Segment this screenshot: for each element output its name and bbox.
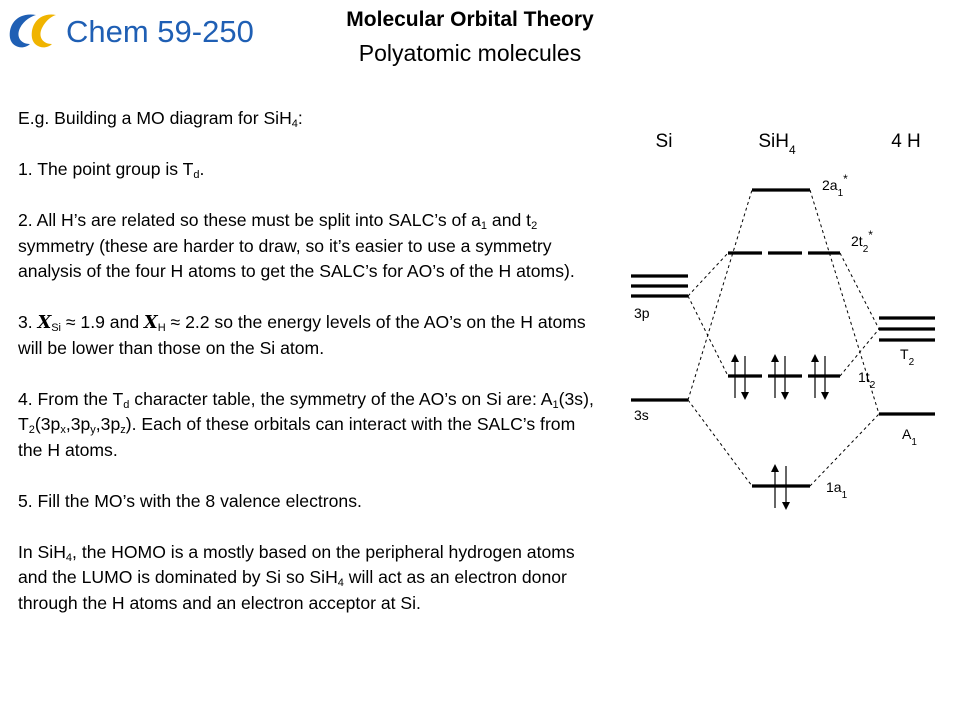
- label-1t2: $1t_2$: [858, 369, 876, 391]
- label-T2: $T_2$: [900, 346, 915, 368]
- electronegativity-symbol: X: [37, 312, 52, 333]
- si-column-label: Si: [655, 131, 673, 152]
- step-1-paragraph: 1. The point group is $T_d$.: [18, 159, 205, 181]
- label-2t2-star: $2t_2^*$: [851, 228, 873, 255]
- h-t2-levels: [879, 318, 935, 340]
- step-3-paragraph: 3. $X_{Si} \approx 1.9$ and $X_H \approx 2.2$ so the energy levels of the AO’s on the H atoms will be lower than those on the Si atom.: [18, 312, 586, 358]
- intro-paragraph: E.g. Building a MO diagram for SiH$_4$:: [18, 108, 303, 130]
- conclusion-paragraph: In SiH$_4$, the HOMO is a mostly based on the peripheral hydrogen atoms and the LUMO is dominated by Si so SiH$_4$ will act as an electron donor through the H atoms and an electron acceptor at Si.: [18, 541, 575, 613]
- body-text: [18, 106, 596, 642]
- step-4-paragraph: 4. From the $T_d$ character table, the symmetry of the AO’s on Si are: $A_1(3s)$, $T_2(3p_x,3p_y,3p_z)$. Each of these orbitals can interact with the SALC’s from the H atoms.: [18, 388, 594, 460]
- h-column-label: 4 H: [891, 131, 921, 152]
- electronegativity-symbol: X: [144, 312, 158, 333]
- step-2-paragraph: 2. All H’s are related so these must be split into SALC’s of $a_1$ and $t_2$ symmetry (these are harder to draw, so it’s easier to use a symmetry analysis of the four H atoms to get the SALC’s for AO’s of the H atoms).: [18, 210, 575, 281]
- mo-diagram: [600, 120, 960, 540]
- slide-title: Molecular Orbital Theory: [346, 8, 594, 31]
- slide-subtitle: Polyatomic molecules: [358, 40, 582, 66]
- label-3s: 3s: [634, 407, 649, 423]
- sih4-column-label: SiH$_4$: [758, 131, 796, 157]
- course-title: Chem 59-250: [66, 14, 254, 49]
- label-3p: 3p: [634, 305, 650, 321]
- label-A1: $A_1$: [902, 426, 917, 448]
- label-1a1: $1a_1$: [826, 479, 848, 501]
- step-5-paragraph: 5. Fill the MO’s with the 8 valence electrons.: [18, 490, 362, 511]
- label-2a1-star: $2a_1^*$: [822, 172, 848, 199]
- si-3p-levels: [631, 276, 688, 296]
- university-logo: [6, 10, 62, 52]
